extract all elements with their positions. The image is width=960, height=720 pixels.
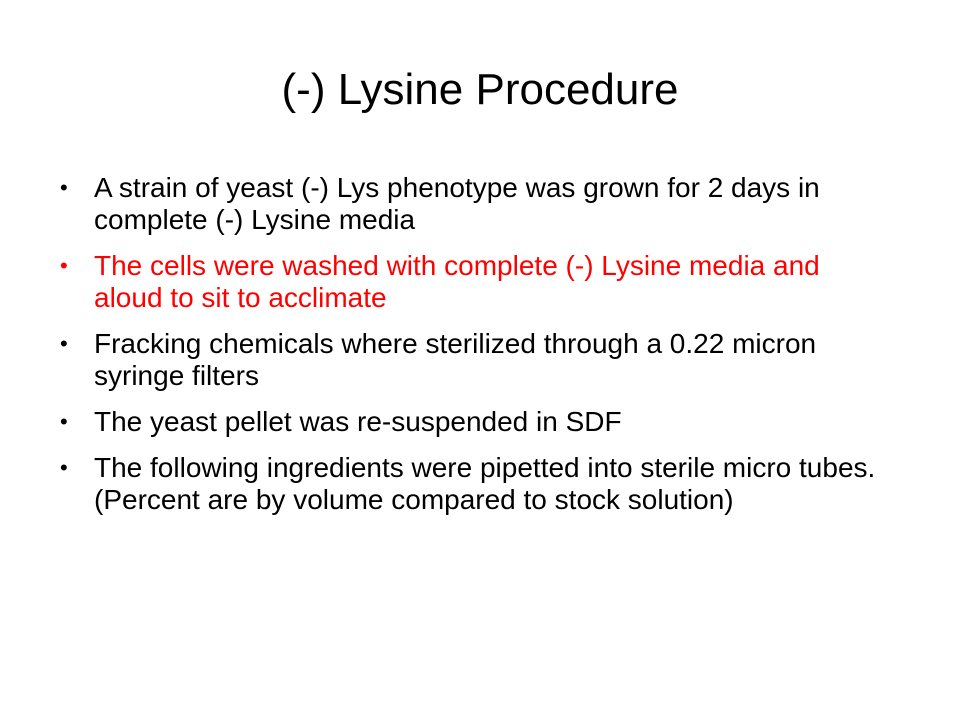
bullet-item [58,406,878,438]
bullet-dot-icon: • [60,455,68,480]
bullet-list [58,172,878,530]
bullet-text: Fracking chemicals where sterilized through a 0.22 micron syringe filters [94,328,817,391]
bullet-item [58,452,878,516]
bullet-item [58,328,878,392]
bullet-item [58,172,878,236]
bullet-text: The cells were washed with complete (-) Lysine media and aloud to sit to acclimate [94,250,820,313]
bullet-dot-icon: • [60,409,68,434]
bullet-dot-icon: • [60,253,68,278]
bullet-text: The following ingredients were pipetted into sterile micro tubes. (Percent are by volume compared to stock solution) [94,452,876,515]
bullet-text: A strain of yeast (-) Lys phenotype was grown for 2 days in complete (-) Lysine media [94,172,820,235]
bullet-text: The yeast pellet was re-suspended in SDF [94,406,622,437]
bullet-dot-icon: • [60,175,68,200]
slide-title: (-) Lysine Procedure [281,65,679,114]
bullet-item [58,250,878,314]
bullet-dot-icon: • [60,331,68,356]
